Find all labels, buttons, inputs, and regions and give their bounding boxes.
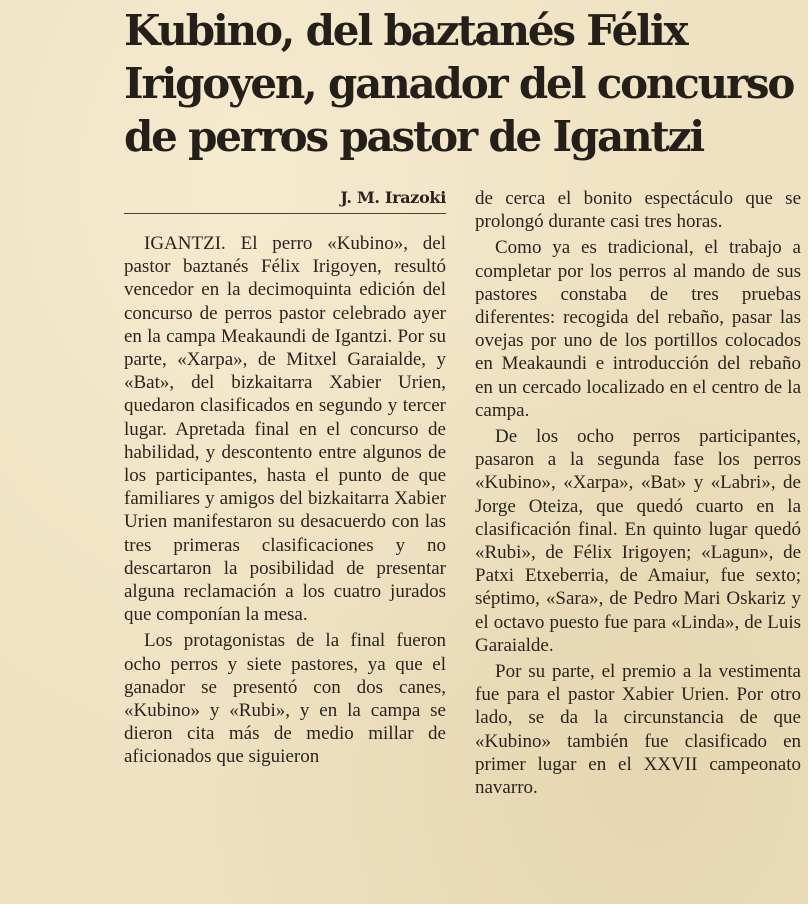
byline-rule <box>124 213 446 214</box>
paragraph-continuation: de cerca el bonito espectáculo que se prolongó durante casi tres horas. <box>475 188 801 233</box>
byline: J. M. Irazoki <box>340 188 446 207</box>
paragraph: De los ocho perros participantes, pasaron a la segunda fase los perros «Kubino», «Xarpa», «Bat» y «Labri», de Jorge Oteiza, que quedó cuarto en la clasificación final. En quinto lugar quedó «Rubi», de Félix Irigoyen; «Lagun», de Patxi Etxeberria, de Amaiur, fue sexto; séptimo, «Sara», de Pedro Mari Oskariz y el octavo puesto fue para «Linda», de Luis Garaialde. <box>475 426 801 656</box>
column-1 <box>124 232 446 772</box>
paragraph: IGANTZI. El perro «Kubino», del pastor baztanés Félix Irigoyen, resultó vencedor en la decimoquinta edición del concurso de perros pastor celebrado ayer en la campa Meakaundi de Igantzi. Por su parte, «Xarpa», de Mitxel Garaialde, y «Bat», del bizkaitarra Xabier Urien, quedaron clasificados en segundo y tercer lugar. Apretada final en el concurso de habilidad, y descontento entre algunos de los participantes, hasta el punto de que familiares y amigos del bizkaitarra Xabier Urien manifestaron su desacuerdo con las tres primeras clasificaciones y no descartaron la posibilidad de presentar alguna reclamación a los cuatro jurados que componían la mesa. <box>124 233 446 626</box>
paragraph: Por su parte, el premio a la vestimenta fue para el pastor Xabier Urien. Por otro lado, se da la circunstancia de que «Kubino» también fue clasificado en primer lugar en el XXVII campeonato navarro. <box>475 661 801 799</box>
column-2 <box>475 187 801 802</box>
paragraph: Los protagonistas de la final fueron ocho perros y siete pastores, ya que el ganador se presentó con dos canes, «Kubino» y «Rubi», y en la campa se dieron cita más de medio millar de aficionados que siguieron <box>124 630 446 768</box>
paragraph: Como ya es tradicional, el trabajo a completar por los perros al mando de sus pastores constaba de tres pruebas diferentes: recogida del rebaño, pasar las ovejas por uno de los portillos colocados en Meakaundi e introducción del rebaño en un cercado localizado en el centro de la campa. <box>475 237 801 421</box>
headline: Kubino, del baztanés Félix Irigoyen, ganador del concurso de perros pastor de Igantzi <box>124 6 794 161</box>
